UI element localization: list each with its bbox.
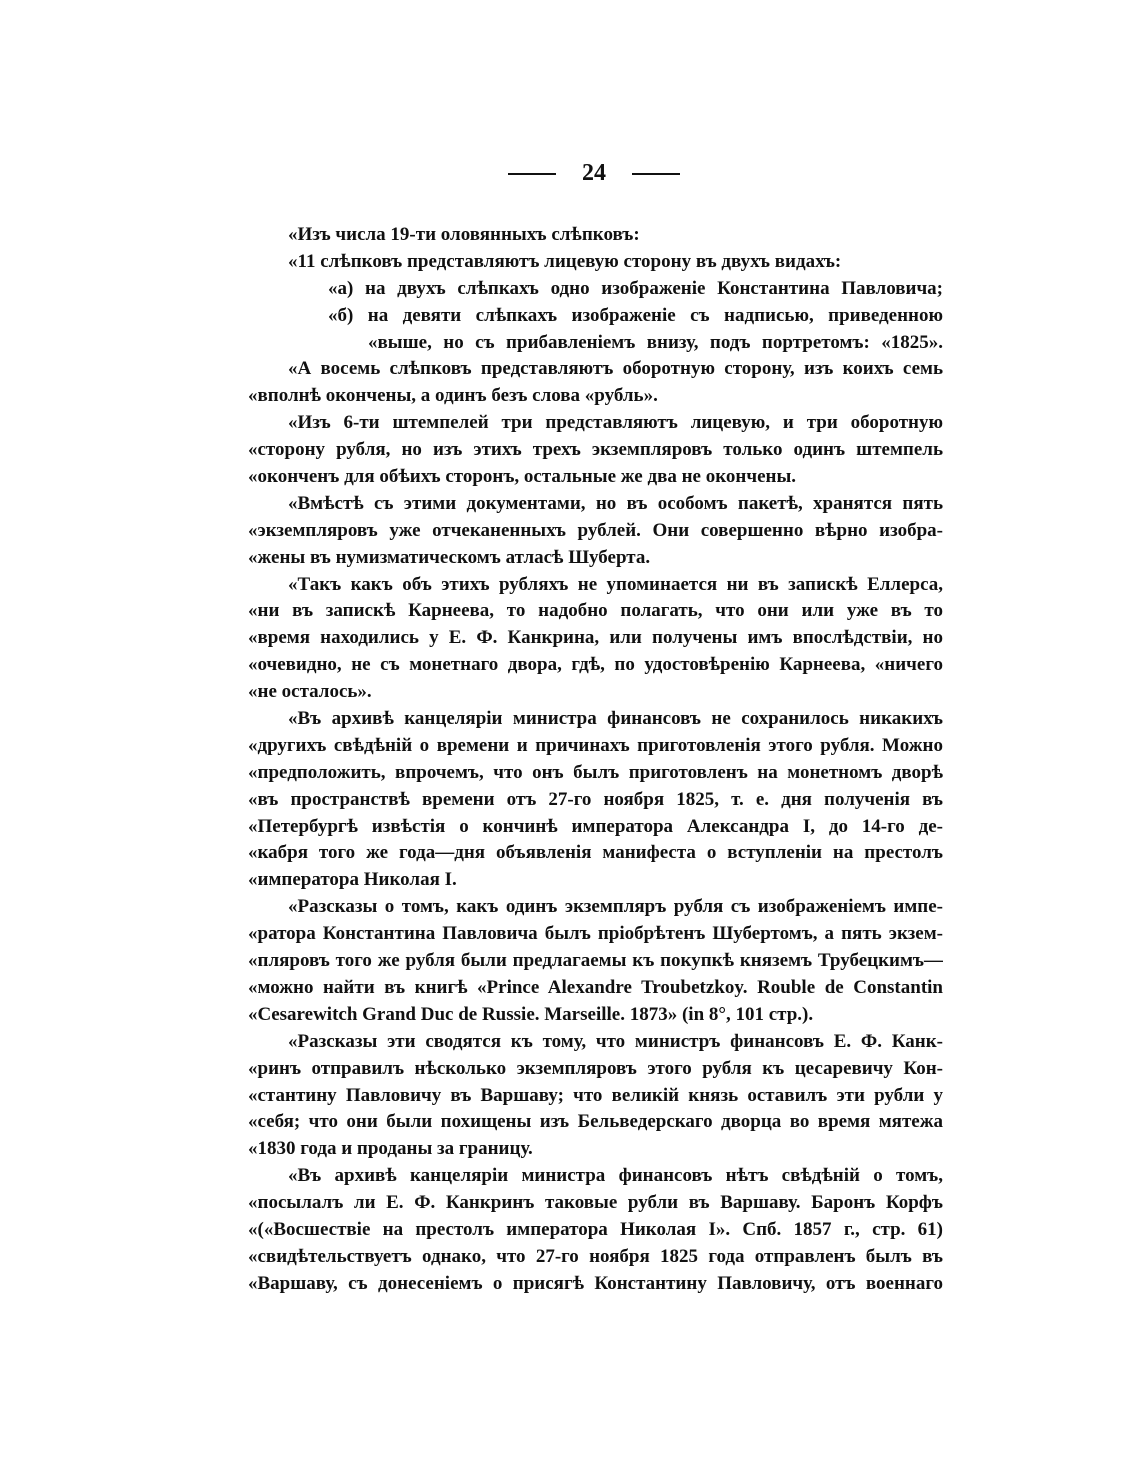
text-line: «1830 года и проданы за границу.	[248, 1138, 533, 1160]
text-line: «11 слѣпковъ представляютъ лицевую сторону въ двухъ видахъ:	[288, 250, 842, 272]
left-rule	[508, 173, 556, 175]
text-line: «ни въ запискѣ Карнеева, то надобно полагать, что они или уже въ то	[248, 600, 943, 622]
text-line: «ратора Константина Павловича былъ пріобрѣтенъ Шубертомъ, а пять экзем-	[248, 923, 943, 945]
text-line: «вполнѣ окончены, а одинъ безъ слова «рубль».	[248, 385, 658, 407]
text-line: «Въ архивѣ канцеляріи министра финансовъ нѣтъ свѣдѣній о томъ,	[288, 1165, 943, 1187]
text-line: «А восемь слѣпковъ представляютъ оборотную сторону, изъ коихъ семь	[288, 358, 943, 380]
text-line: «Вмѣстѣ съ этими документами, но въ особомъ пакетѣ, хранятся пять	[288, 492, 943, 514]
text-line: «Изъ 6-ти штемпелей три представляютъ лицевую, и три оборотную	[288, 412, 943, 434]
text-line: «Изъ числа 19-ти оловянныхъ слѣпковъ:	[288, 224, 640, 245]
text-line: «въ пространствѣ времени отъ 27-го ноября 1825, т. е. дня полученія въ	[248, 788, 943, 810]
text-line: «посылалъ ли Е. Ф. Канкринъ таковые рубли въ Варшаву. Баронъ Корфъ	[248, 1192, 943, 1214]
text-line: «а) на двухъ слѣпкахъ одно изображеніе Константина Павловича;	[328, 277, 943, 299]
text-line: «себя; что они были похищены изъ Бельведерскаго дворца во время мятежа	[248, 1111, 943, 1133]
text-line: «(«Восшествіе на престолъ императора Николая I». Спб. 1857 г., стр. 61)	[248, 1218, 943, 1240]
text-line: «Разсказы эти сводятся къ тому, что министръ финансовъ Е. Ф. Канк-	[288, 1030, 943, 1052]
text-line: «Разсказы о томъ, какъ одинъ экземпляръ рубля съ изображеніемъ импе-	[288, 896, 943, 918]
text-line: «кабря того же года—дня объявленія манифеста о вступленіи на престолъ	[248, 842, 943, 864]
text-line: «другихъ свѣдѣній о времени и причинахъ приготовленія этого рубля. Можно	[248, 734, 943, 756]
text-line: «сторону рубля, но изъ этихъ трехъ экземпляровъ только одинъ штемпель	[248, 439, 943, 461]
text-line: «очевидно, не съ монетнаго двора, гдѣ, по удостовѣренію Карнеева, «ничего	[248, 654, 943, 676]
text-line: «б) на девяти слѣпкахъ изображеніе съ надписью, приведенною	[328, 304, 943, 326]
right-rule	[632, 173, 680, 175]
text-line: «выше, но съ прибавленіемъ внизу, подъ портретомъ: «1825».	[368, 331, 943, 353]
text-line: «императора Николая I.	[248, 869, 457, 891]
body-text	[248, 222, 943, 1298]
text-line: «Варшаву, съ донесеніемъ о присягѣ Константину Павловичу, отъ военнаго	[248, 1272, 943, 1294]
text-line: «время находились у Е. Ф. Канкрина, или получены имъ впослѣдствіи, но	[248, 627, 943, 649]
page-header	[508, 160, 680, 187]
text-line: «оконченъ для обѣихъ сторонъ, остальные же два не окончены.	[248, 466, 797, 488]
text-line: «жены въ нумизматическомъ атласѣ Шуберта.	[248, 546, 651, 568]
text-line: «свидѣтельствуетъ однако, что 27-го ноября 1825 года отправленъ былъ въ	[248, 1245, 943, 1267]
text-line: «можно найти въ книгѣ «Prince Alexandre Troubetzkoy. Rouble de Constantin	[248, 976, 943, 998]
text-line: «стантину Павловичу въ Варшаву; что великій князь оставилъ эти рубли у	[248, 1084, 943, 1106]
text-line: «ринъ отправилъ нѣсколько экземпляровъ этого рубля къ цесаревичу Кон-	[248, 1057, 943, 1079]
text-line: «экземпляровъ уже отчеканенныхъ рублей. Они совершенно вѣрно изобра-	[248, 519, 943, 541]
text-line: «не осталось».	[248, 681, 372, 703]
text-line: «пляровъ того же рубля были предлагаемы къ покупкѣ княземъ Трубецкимъ—	[248, 950, 943, 972]
text-line: «предположить, впрочемъ, что онъ былъ приготовленъ на монетномъ дворѣ	[248, 761, 943, 783]
text-line: «Такъ какъ объ этихъ рубляхъ не упоминается ни въ запискѣ Еллерса,	[288, 573, 943, 595]
page-number: 24	[582, 160, 606, 186]
text-line: «Петербургѣ извѣстія о кончинѣ императора Александра I, до 14-го де-	[248, 815, 943, 837]
text-line: «Cesarewitch Grand Duc de Russie. Marseille. 1873» (in 8°, 101 стр.).	[248, 1003, 814, 1025]
text-line: «Въ архивѣ канцеляріи министра финансовъ не сохранилось никакихъ	[288, 708, 943, 730]
